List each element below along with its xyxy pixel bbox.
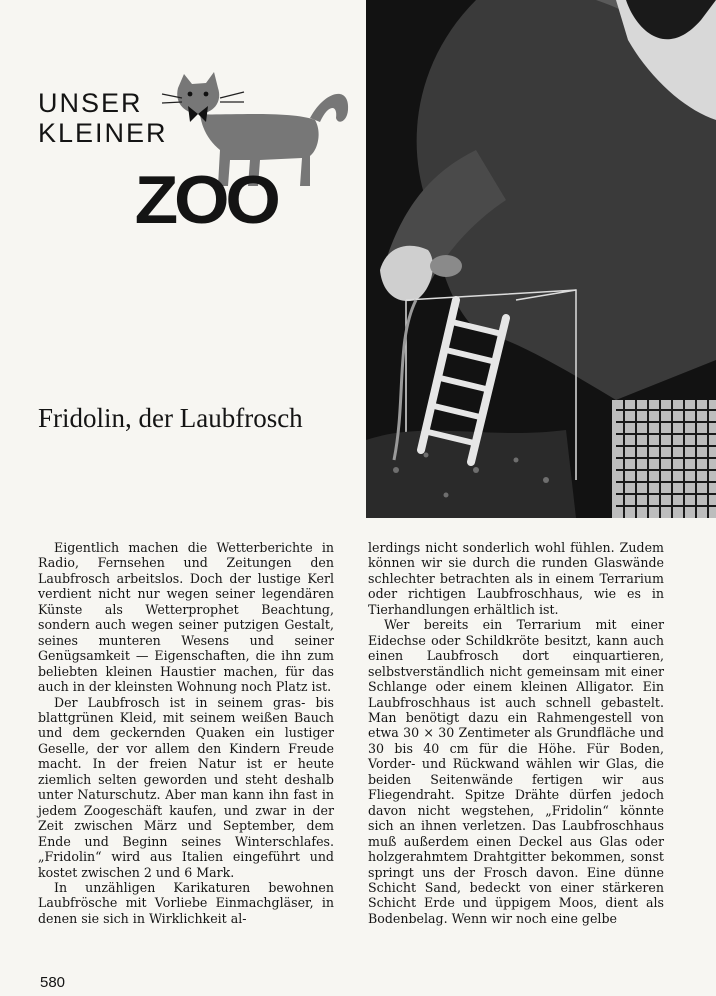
article-column-right	[368, 540, 664, 926]
zoo-logo: ZOO	[134, 162, 277, 238]
paragraph: lerdings nicht sonderlich wohl fühlen. Zudem können wir sie durch die runden Glaswände schlechter betrachten als in einem Terrarium oder richtigen Laubfroschhaus, wie es in Tierhandlungen erhältlich ist.	[368, 540, 664, 617]
paragraph: Eigentlich machen die Wetterberichte in Radio, Fernsehen und Zeitungen den Laubfrosch arbeitslos. Doch der lustige Kerl verdient nicht nur wegen seiner legendären Künste als Wetterprophet Beachtung, sondern auch wegen seiner putzigen Gestalt, seines munteren Wesens und seiner Genügsamkeit — Eigenschaften, die ihn zum beliebten kleinen Haustier machen, für das auch in der kleinsten Wohnung noch Platz ist.	[38, 540, 334, 695]
page-number: 580	[40, 974, 66, 991]
paragraph: Wer bereits ein Terrarium mit einer Eidechse oder Schildkröte besitzt, kann auch einen Laubfrosch dort einquartieren, selbstverständlich nicht gemeinsam mit einer Schlange oder einem kleinen Alligator. Ein Laubfroschhaus ist auch schnell gebastelt. Man benötigt dazu ein Rahmengestell von etwa 30 × 30 Zentimeter als Grundfläche und 30 bis 40 cm für die Höhe. Für Boden, Vorder- und Rückwand wählen wir Glas, die beiden Seitenwände fertigen wir aus Fliegendraht. Spitze Drähte dürfen jedoch davon nicht wegstehen, „Fridolin“ könnte sich an ihnen verletzen. Das Laubfroschhaus muß außerdem einen Deckel aus Glas oder holzgerahmtem Drahtgitter bekommen, sonst springt uns der Frosch davon. Eine dünne Schicht Sand, bedeckt von einer stärkeren Schicht Erde und üppigem Moos, dient als Bodenbelag. Wenn wir noch eine gelbe	[368, 617, 664, 926]
header-line-2: KLEINER	[38, 118, 168, 148]
article-title: Fridolin, der Laubfrosch	[38, 403, 303, 433]
paragraph: In unzähligen Karikaturen bewohnen Laubfrösche mit Vorliebe Einmachgläser, in denen sie sich in Wirklichkeit al-	[38, 879, 334, 926]
paragraph: Der Laubfrosch ist in seinem gras- bis blattgrünen Kleid, mit seinem weißen Bauch und dem geckernden Quaken ein lustiger Geselle, der vor allem den Kindern Freude macht. In der freien Natur ist er heute ziemlich selten geworden und steht deshalb unter Naturschutz. Aber man kann ihn fast in jedem Zoogeschäft kaufen, und zwar in der Zeit zwischen März und September, dem Ende und Beginn seines Winterschlafes. „Fridolin“ wird aus Italien eingeführt und kostet zwischen 2 und 6 Mark.	[38, 694, 334, 880]
boy-with-frog-terrarium-photo	[366, 0, 716, 518]
header-line-1: UNSER	[38, 88, 143, 118]
article-column-left	[38, 540, 334, 926]
